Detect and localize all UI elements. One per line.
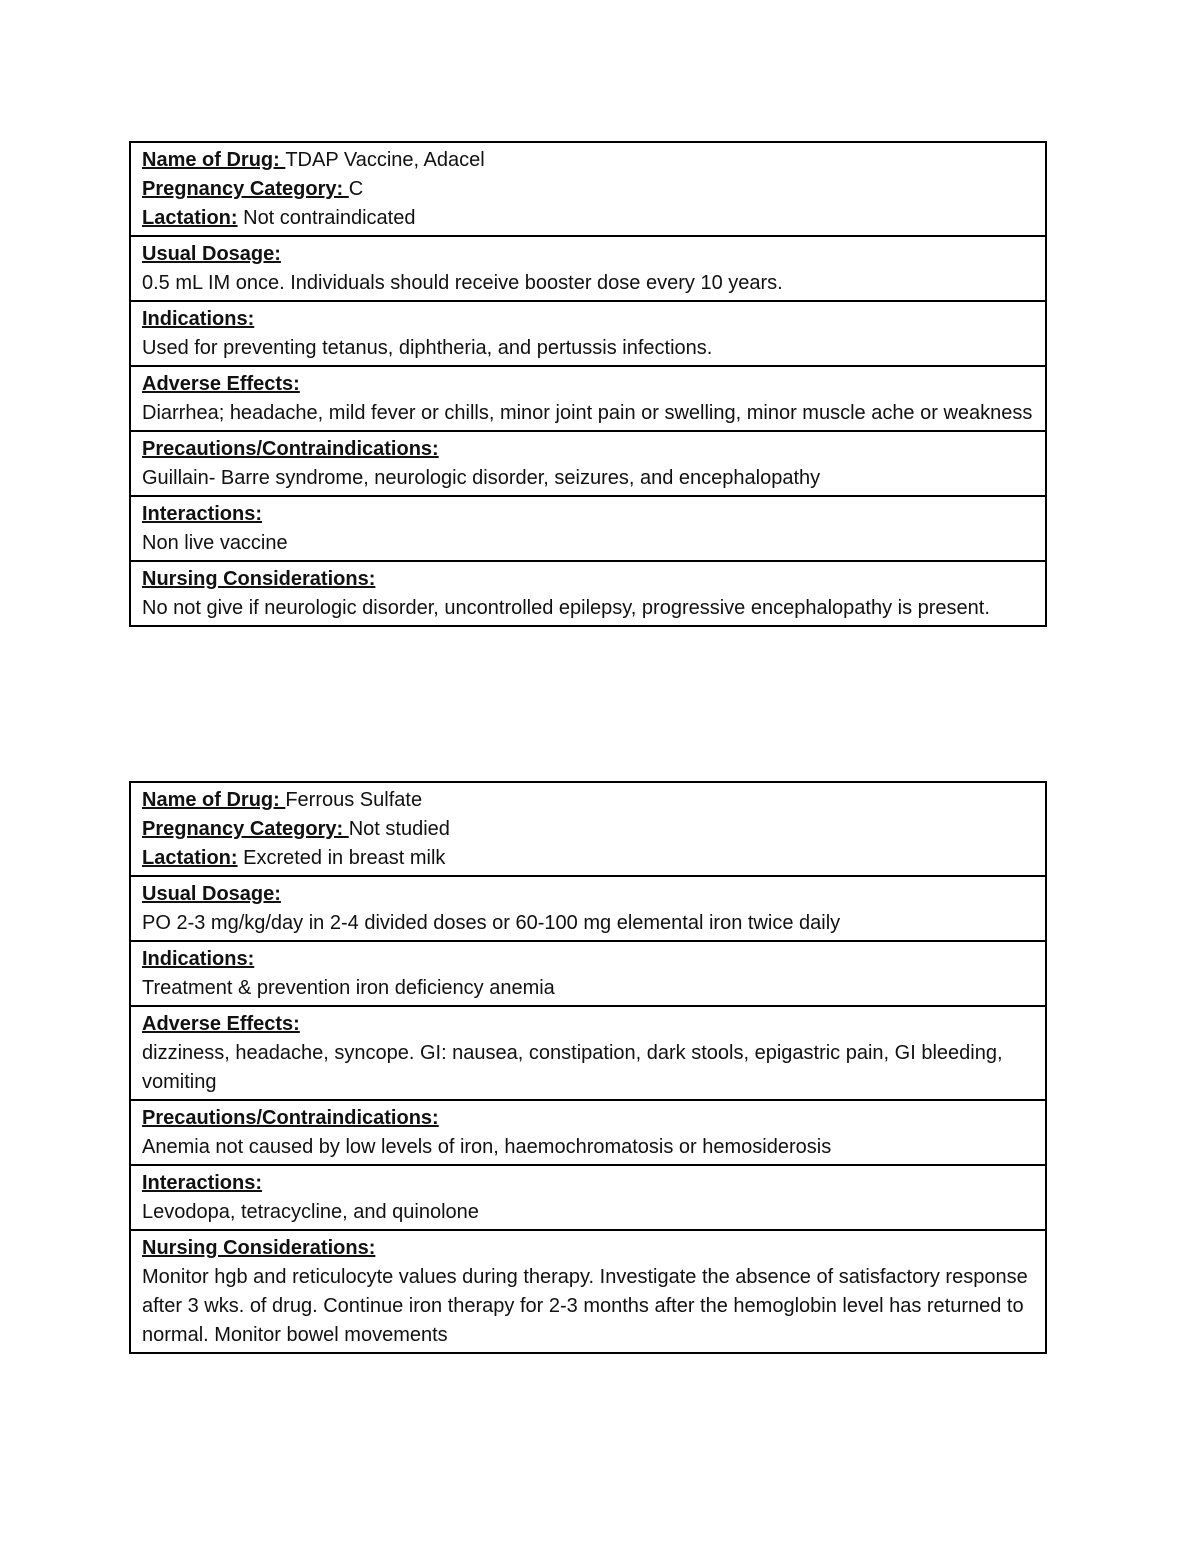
usual-dosage-value: 0.5 mL IM once. Individuals should receive booster dose every 10 years. — [142, 272, 783, 294]
interactions-value: Non live vaccine — [142, 532, 288, 554]
adverse-effects-section — [131, 365, 1045, 430]
usual-dosage-label: Usual Dosage: — [142, 883, 281, 905]
indications-section — [131, 940, 1045, 1005]
pregnancy-category-line — [142, 175, 1034, 204]
lactation-line — [142, 844, 1034, 873]
drug-name-label: Name of Drug: — [142, 149, 286, 171]
interactions-section — [131, 495, 1045, 560]
drug-name-line — [142, 146, 1034, 175]
indications-label: Indications: — [142, 948, 255, 970]
drug-card-ferrous-sulfate — [129, 781, 1047, 1354]
usual-dosage-section — [131, 235, 1045, 300]
interactions-value: Levodopa, tetracycline, and quinolone — [142, 1201, 479, 1223]
nursing-considerations-section — [131, 1229, 1045, 1352]
interactions-label: Interactions: — [142, 503, 263, 525]
indications-section — [131, 300, 1045, 365]
lactation-label: Lactation: — [142, 847, 238, 869]
indications-value: Used for preventing tetanus, diphtheria, and pertussis infections. — [142, 337, 713, 359]
precautions-section — [131, 1099, 1045, 1164]
drug-header-section — [131, 783, 1045, 875]
pregnancy-category-value: Not studied — [348, 818, 450, 840]
drug-name-label: Name of Drug: — [142, 789, 286, 811]
pregnancy-category-value: C — [348, 178, 364, 200]
drug-name-value: Ferrous Sulfate — [285, 789, 423, 811]
precautions-label: Precautions/Contraindications: — [142, 438, 439, 460]
drug-name-value: TDAP Vaccine, Adacel — [285, 149, 485, 171]
drug-header-section — [131, 143, 1045, 235]
adverse-effects-value: dizziness, headache, syncope. GI: nausea, constipation, dark stools, epigastric pain, GI bleeding, vomiting — [142, 1042, 1003, 1093]
drug-card-tdap — [129, 141, 1047, 627]
adverse-effects-section — [131, 1005, 1045, 1099]
usual-dosage-section — [131, 875, 1045, 940]
nursing-considerations-value: No not give if neurologic disorder, uncontrolled epilepsy, progressive encephalopathy is present. — [142, 597, 990, 619]
indications-value: Treatment & prevention iron deficiency anemia — [142, 977, 555, 999]
precautions-section — [131, 430, 1045, 495]
precautions-value: Anemia not caused by low levels of iron, haemochromatosis or hemosiderosis — [142, 1136, 832, 1158]
lactation-label: Lactation: — [142, 207, 238, 229]
nursing-considerations-label: Nursing Considerations: — [142, 1237, 376, 1259]
pregnancy-category-label: Pregnancy Category: — [142, 178, 349, 200]
pregnancy-category-label: Pregnancy Category: — [142, 818, 349, 840]
drug-name-line — [142, 786, 1034, 815]
lactation-line — [142, 204, 1034, 233]
lactation-value: Excreted in breast milk — [237, 847, 446, 869]
precautions-label: Precautions/Contraindications: — [142, 1107, 439, 1129]
interactions-label: Interactions: — [142, 1172, 263, 1194]
nursing-considerations-label: Nursing Considerations: — [142, 568, 376, 590]
interactions-section — [131, 1164, 1045, 1229]
pregnancy-category-line — [142, 815, 1034, 844]
nursing-considerations-section — [131, 560, 1045, 625]
nursing-considerations-value: Monitor hgb and reticulocyte values during therapy. Investigate the absence of satisfactory response after 3 wks. of drug. Continue iron therapy for 2-3 months after the hemoglobin level has returned to normal. Monitor bowel movements — [142, 1266, 1028, 1346]
adverse-effects-label: Adverse Effects: — [142, 373, 300, 395]
precautions-value: Guillain- Barre syndrome, neurologic disorder, seizures, and encephalopathy — [142, 467, 821, 489]
indications-label: Indications: — [142, 308, 255, 330]
adverse-effects-label: Adverse Effects: — [142, 1013, 300, 1035]
adverse-effects-value: Diarrhea; headache, mild fever or chills, minor joint pain or swelling, minor muscle ache or weakness — [142, 402, 1033, 424]
lactation-value: Not contraindicated — [237, 207, 416, 229]
usual-dosage-label: Usual Dosage: — [142, 243, 281, 265]
usual-dosage-value: PO 2-3 mg/kg/day in 2-4 divided doses or 60-100 mg elemental iron twice daily — [142, 912, 841, 934]
